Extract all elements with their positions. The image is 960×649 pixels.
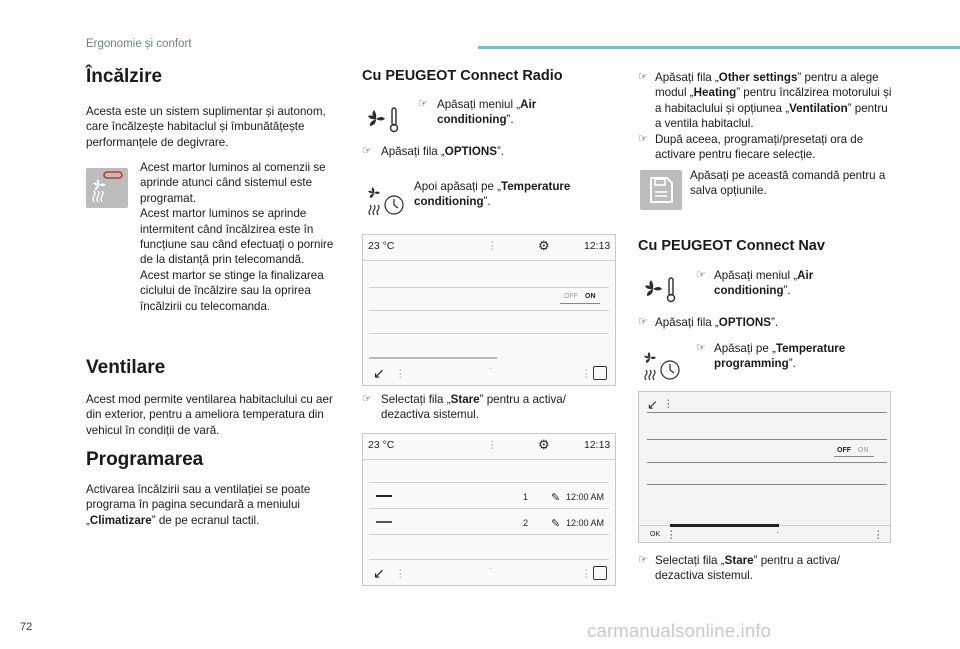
- program-row-bar: [376, 495, 392, 497]
- bullet-arrow-icon: ☞: [696, 342, 706, 354]
- toggle-on-label[interactable]: ON: [858, 447, 869, 454]
- nav-step-1: Apăsați meniul „Air conditioning”.: [714, 269, 814, 298]
- divider-dots: ⋮: [487, 240, 498, 252]
- radio-step-1: Apăsați meniul „Air conditioning”.: [437, 98, 537, 127]
- divider-dots: ⋮: [666, 529, 677, 541]
- divider-dots: ⋮: [873, 529, 884, 541]
- radio-step-2: Apăsați fila „OPTIONS”.: [381, 145, 505, 158]
- right-step-2: După aceea, programați/presetați ora de activare pentru fiecare selecție.: [655, 133, 864, 162]
- programming-text: Activarea încălzirii sau a ventilației se poate programa în pagina secundară a meniului „Climatizare” de pe ecranul tactil.: [86, 483, 311, 527]
- bullet-arrow-icon: ☞: [638, 133, 648, 145]
- ok-button[interactable]: OK: [650, 531, 661, 538]
- program-row-number: 2: [523, 518, 529, 528]
- heating-title: Încălzire: [86, 66, 163, 87]
- heating-lamp-text: Acest martor luminos al comenzii se aprinde atunci când sistemul este programat. Acest martor luminos se aprinde intermitent când încălzirea este în funcțiune sau când efectuați o pornire de la distanță prin telecomandă. Acest martor se stinge la finalizarea ciclului de încălzire sau la oprirea încălzirii cu telecomanda.: [140, 161, 334, 313]
- back-arrow-icon[interactable]: ↙: [647, 397, 658, 412]
- program-row-bar: [376, 521, 392, 523]
- page-dot: ·: [489, 562, 493, 574]
- toggle-on-label[interactable]: ON: [585, 293, 596, 300]
- divider-dots: ⋮: [395, 368, 406, 380]
- divider-dots: ⋮: [395, 568, 406, 580]
- bullet-arrow-icon: ☞: [696, 269, 706, 281]
- program-row-number: 1: [523, 492, 529, 502]
- temperature-timer-icon: [640, 348, 682, 382]
- connect-nav-title: Cu PEUGEOT Connect Nav: [638, 238, 825, 254]
- bullet-arrow-icon: ☞: [638, 71, 648, 83]
- page-dot: ·: [489, 362, 493, 374]
- bullet-arrow-icon: ☞: [418, 98, 428, 110]
- radio-step-4: Selectați fila „Stare” pentru a activa/ dezactiva sistemul.: [381, 393, 566, 422]
- back-arrow-icon[interactable]: ↙: [373, 565, 385, 581]
- save-icon[interactable]: [593, 566, 607, 580]
- heater-lamp-icon: [86, 168, 128, 208]
- save-icon: [640, 170, 682, 210]
- temperature-readout: 23 °C: [368, 240, 395, 252]
- settings-gear-icon[interactable]: ⚙: [538, 238, 550, 253]
- save-icon[interactable]: [593, 366, 607, 380]
- right-step-1: Apăsați fila „Other settings” pentru a alege modul „Heating” pentru încălzirea motorului și a habitaclului și opțiunea „Ventilation” pentru a ventila habitaclul.: [655, 71, 892, 131]
- divider-dots: ⋮: [487, 439, 498, 451]
- radio-screen-options: [362, 234, 616, 386]
- radio-screen-programming: [362, 433, 616, 586]
- temperature-timer-icon: [364, 183, 406, 217]
- temperature-readout: 23 °C: [368, 439, 395, 451]
- nav-step-2: Apăsați fila „OPTIONS”.: [655, 316, 779, 329]
- edit-pencil-icon[interactable]: ✎: [551, 492, 561, 504]
- clock-readout: 12:13: [584, 240, 611, 252]
- ventilation-title: Ventilare: [86, 357, 166, 378]
- bullet-arrow-icon: ☞: [362, 145, 372, 157]
- connect-radio-title: Cu PEUGEOT Connect Radio: [362, 68, 563, 84]
- radio-step-3: Apoi apăsați pe „Temperature conditioning”.: [414, 180, 571, 209]
- page-dot: ·: [776, 526, 780, 538]
- nav-step-4: Selectați fila „Stare” pentru a activa/ dezactiva sistemul.: [655, 554, 840, 583]
- bullet-arrow-icon: ☞: [638, 316, 648, 328]
- ventilation-text: Acest mod permite ventilarea habitaclului cu aer din exterior, pentru a ameliora temperatura din vehicul în condiții de vară.: [86, 393, 333, 437]
- nav-screen-options: [638, 391, 891, 543]
- program-row-time[interactable]: 12:00 AM: [566, 518, 605, 528]
- divider-dots: ⋮: [581, 368, 592, 380]
- section-header: Ergonomie și confort: [86, 38, 192, 50]
- nav-step-3: Apăsați pe „Temperature programming”.: [714, 342, 846, 371]
- edit-pencil-icon[interactable]: ✎: [551, 518, 561, 530]
- settings-gear-icon[interactable]: ⚙: [538, 437, 550, 452]
- watermark: carmanualsonline.info: [587, 620, 772, 641]
- programming-title: Programarea: [86, 449, 204, 470]
- back-arrow-icon[interactable]: ↙: [373, 365, 385, 381]
- divider-dots: ⋮: [581, 568, 592, 580]
- air-conditioning-icon: [643, 274, 683, 304]
- bullet-arrow-icon: ☞: [362, 393, 372, 405]
- toggle-off-label[interactable]: OFF: [837, 447, 851, 454]
- toggle-off-label[interactable]: OFF: [564, 293, 578, 300]
- divider-dots: ⋮: [663, 398, 674, 410]
- clock-readout: 12:13: [584, 439, 611, 451]
- bullet-arrow-icon: ☞: [638, 554, 648, 566]
- header-accent-bar: [478, 46, 960, 49]
- program-row-time[interactable]: 12:00 AM: [566, 492, 605, 502]
- heating-intro: Acesta este un sistem suplimentar și autonom, care încălzește habitaclul și îmbunătățește performanțele de degivrare.: [86, 105, 326, 149]
- save-text: Apăsați pe această comandă pentru a salva opțiunile.: [690, 169, 886, 198]
- air-conditioning-icon: [366, 104, 406, 134]
- page-number: 72: [20, 621, 33, 633]
